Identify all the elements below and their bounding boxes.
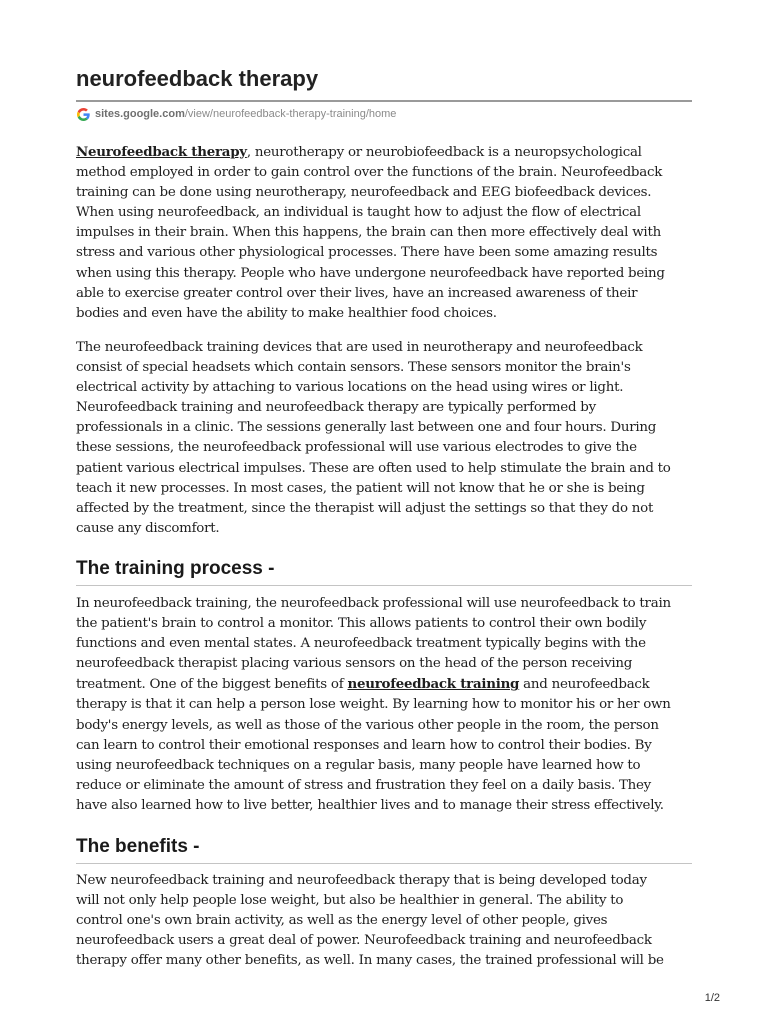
paragraph-line: reduce or eliminate the amount of stress and frustration they feel on a daily basis. They bbox=[76, 777, 651, 793]
neurofeedback-therapy-link[interactable]: Neurofeedback therapy bbox=[76, 144, 247, 160]
paragraph-line: In neurofeedback training, the neurofeedback professional will use neurofeedback to train bbox=[76, 596, 671, 611]
paragraph-line: when using this therapy. People who have undergone neurofeedback have reported being bbox=[76, 265, 665, 281]
source-path: /view/neurofeedback-therapy-training/home bbox=[184, 108, 397, 120]
paragraph-line: training can be done using neurotherapy, neurofeedback and EEG biofeedback devices. bbox=[76, 185, 652, 201]
training-paragraph bbox=[76, 594, 696, 816]
paragraph-line: New neurofeedback training and neurofeedback therapy that is being developed today bbox=[76, 873, 647, 888]
paragraph-line: can learn to control their emotional responses and learn how to control their bodies. By bbox=[76, 737, 652, 753]
paragraph-line: neurofeedback therapist placing various sensors on the head of the person receiving bbox=[76, 656, 633, 672]
paragraph-line: method employed in order to gain control over the functions of the brain. Neurofeedback bbox=[76, 165, 663, 181]
neurofeedback-training-link[interactable]: neurofeedback training bbox=[347, 676, 520, 693]
paragraph-line: able to exercise greater control over their lives, have an increased awareness of their bbox=[76, 285, 638, 301]
paragraph-line: body's energy levels, as well as those of the various other people in the room, the person bbox=[76, 717, 659, 733]
paragraph-line: will not only help people lose weight, but also be healthier in general. The ability to bbox=[76, 893, 624, 909]
paragraph-line: bodies and even have the ability to make healthier food choices. bbox=[76, 305, 497, 321]
page-title: neurofeedback therapy bbox=[76, 66, 319, 91]
paragraph-line: patient various electrical impulses. These are often used to help stimulate the brain and to bbox=[76, 460, 671, 476]
paragraph-line: affected by the treatment, since the therapist will adjust the settings so that they do not bbox=[76, 500, 654, 516]
paragraph-line: impulses in their brain. When this happens, the brain can then more effectively deal with bbox=[76, 225, 661, 241]
google-g-icon bbox=[77, 108, 90, 121]
paragraph-line: When using neurofeedback, an individual is taught how to adjust the flow of electrical bbox=[76, 205, 641, 221]
devices-paragraph bbox=[76, 338, 696, 539]
paragraph-line: cause any discomfort. bbox=[76, 520, 220, 536]
paragraph-line: Neurofeedback training and neurofeedback therapy are typically performed by bbox=[76, 400, 596, 416]
paragraph-line: The neurofeedback training devices that are used in neurotherapy and neurofeedback bbox=[76, 340, 643, 355]
paragraph-line bbox=[76, 142, 696, 163]
benefits-paragraph bbox=[76, 871, 696, 971]
paragraph-line: therapy offer many other benefits, as well. In many cases, the trained professional will be bbox=[76, 953, 664, 969]
paragraph-line: teach it new processes. In most cases, the patient will not know that he or she is being bbox=[76, 480, 645, 496]
paragraph-line: have also learned how to live better, healthier lives and to manage their stress effectively. bbox=[76, 797, 664, 813]
section-divider bbox=[76, 585, 692, 586]
paragraph-line: control one's own brain activity, as well as the energy level of other people, gives bbox=[76, 913, 608, 929]
intro-paragraph bbox=[76, 142, 696, 324]
paragraph-line: electrical activity by attaching to various locations on the head using wires or light. bbox=[76, 380, 624, 396]
paragraph-line: neurofeedback users a great deal of power. Neurofeedback training and neurofeedback bbox=[76, 933, 652, 949]
source-domain: sites.google.com bbox=[95, 108, 185, 120]
line-text: and neurofeedback bbox=[519, 677, 650, 693]
paragraph-line: the patient's brain to control a monitor. This allows patients to control their own bodily bbox=[76, 616, 647, 632]
paragraph-line: therapy is that it can help a person lose weight. By learning how to monitor his or her own bbox=[76, 697, 671, 713]
paragraph-line: using neurofeedback techniques on a regular basis, many people have learned how to bbox=[76, 757, 641, 773]
paragraph-line bbox=[76, 674, 696, 695]
section-heading-training: The training process - bbox=[76, 558, 275, 579]
title-divider bbox=[76, 100, 692, 102]
paragraph-line: professionals in a clinic. The sessions generally last between one and four hours. During bbox=[76, 420, 657, 436]
section-heading-benefits: The benefits - bbox=[76, 836, 200, 857]
line-text: treatment. One of the biggest benefits of bbox=[76, 677, 348, 693]
line-text: , neurotherapy or neurobiofeedback is a neuropsychological bbox=[246, 145, 642, 160]
paragraph-line: consist of special headsets which contain sensors. These sensors monitor the brain's bbox=[76, 360, 631, 376]
paragraph-line: these sessions, the neurofeedback professional will use various electrodes to give the bbox=[76, 440, 637, 456]
paragraph-line: stress and various other physiological processes. There have been some amazing results bbox=[76, 245, 658, 261]
source-url[interactable] bbox=[77, 106, 396, 122]
page-number: 1/2 bbox=[704, 992, 720, 1004]
paragraph-line: functions and even mental states. A neurofeedback treatment typically begins with the bbox=[76, 636, 646, 652]
section-divider bbox=[76, 863, 692, 864]
